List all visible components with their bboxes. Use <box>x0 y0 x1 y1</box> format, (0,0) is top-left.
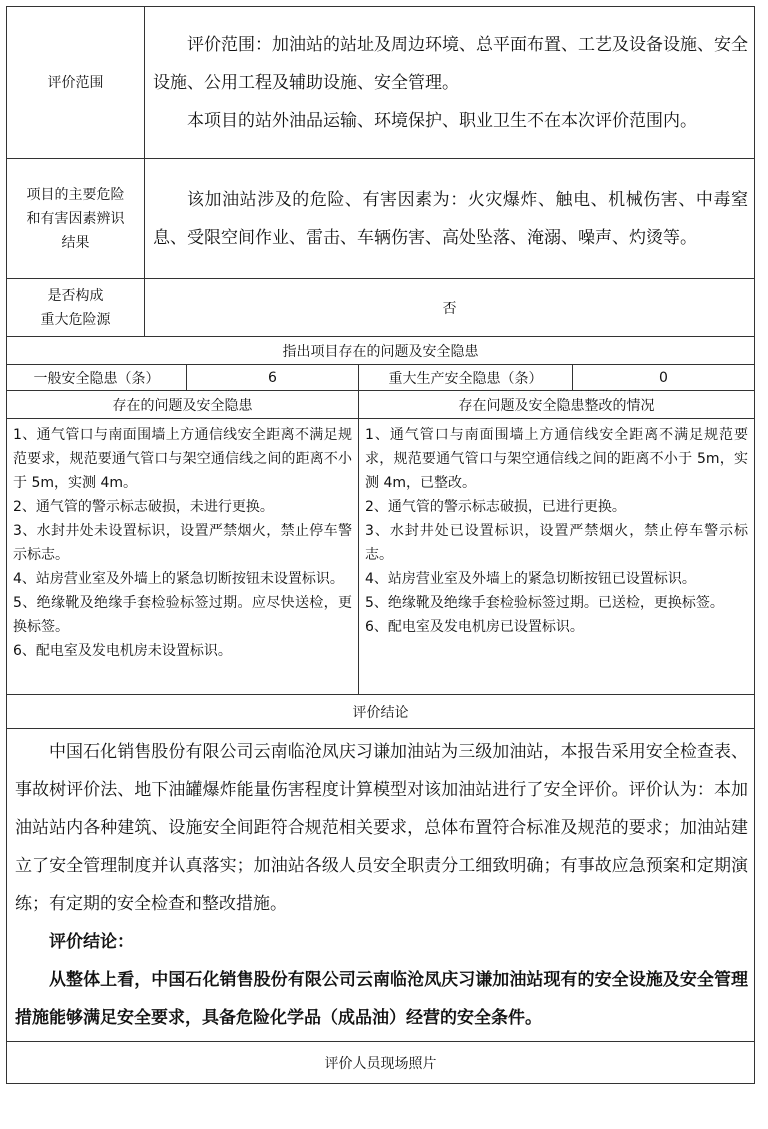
scope-row <box>7 7 755 159</box>
issues-list <box>7 419 359 695</box>
rectification-column-header: 存在问题及安全隐患整改的情况 <box>359 391 755 419</box>
issue-item: 2、通气管的警示标志破损，未进行更换。 <box>13 499 274 515</box>
major-hazard-label-line-1: 是否构成 <box>47 287 104 304</box>
issues-column-header: 存在的问题及安全隐患 <box>7 391 359 419</box>
rectification-item: 3、水封井处已设置标识，设置严禁烟火，禁止停车警示标志。 <box>365 523 748 563</box>
rectification-item: 6、配电室及发电机房已设置标识。 <box>365 619 584 635</box>
hazards-label-line-3: 结果 <box>61 234 90 251</box>
hazards-row <box>7 159 755 279</box>
major-hazard-row <box>7 279 755 337</box>
hazards-label-line-2: 和有害因素辨识 <box>26 210 125 227</box>
issues-lists-row <box>7 419 755 695</box>
issue-item: 4、站房营业室及外墙上的紧急切断按钮未设置标识。 <box>13 571 344 587</box>
issues-header: 指出项目存在的问题及安全隐患 <box>7 337 755 365</box>
hazards-label-line-1: 项目的主要危险 <box>26 186 125 203</box>
photos-header: 评价人员现场照片 <box>7 1042 755 1084</box>
major-hazard-value: 否 <box>145 279 755 337</box>
scope-label: 评价范围 <box>7 7 145 159</box>
scope-paragraph-1: 评价范围：加油站的站址及周边环境、总平面布置、工艺及设备设施、安全设施、公用工程及辅助设施、安全管理。 <box>153 34 748 93</box>
issue-item: 1、通气管口与南面围墙上方通信线安全距离不满足规范要求，规范要通气管口与架空通信线之间的距离不小于 5m，实测 4m。 <box>13 427 352 491</box>
general-hazard-count-value: 6 <box>187 365 359 391</box>
general-hazard-count-label: 一般安全隐患（条） <box>7 365 187 391</box>
photos-header-row <box>7 1042 755 1084</box>
rectification-item: 5、绝缘靴及绝缘手套检验标签过期。已送检，更换标签。 <box>365 595 724 611</box>
major-hazard-count-label: 重大生产安全隐患（条） <box>359 365 573 391</box>
hazards-label <box>7 159 145 279</box>
rectification-item: 2、通气管的警示标志破损，已进行更换。 <box>365 499 626 515</box>
conclusion-body-row <box>7 729 755 1042</box>
evaluation-summary-form <box>6 6 754 1084</box>
scope-content <box>145 7 755 159</box>
counts-row <box>7 365 755 391</box>
major-hazard-count-value: 0 <box>573 365 755 391</box>
conclusion-label: 评价结论： <box>49 932 134 952</box>
conclusion-statement: 从整体上看，中国石化销售股份有限公司云南临沧凤庆习谦加油站现有的安全设施及安全管理措施能够满足安全要求，具备危险化学品（成品油）经营的安全条件。 <box>15 970 748 1028</box>
evaluation-table <box>6 6 755 1084</box>
major-hazard-label <box>7 279 145 337</box>
issue-item: 3、水封井处未设置标识，设置严禁烟火，禁止停车警示标志。 <box>13 523 352 563</box>
rectification-item: 4、站房营业室及外墙上的紧急切断按钮已设置标识。 <box>365 571 696 587</box>
conclusion-header-row <box>7 695 755 729</box>
hazards-text: 该加油站涉及的危险、有害因素为：火灾爆炸、触电、机械伤害、中毒窒息、受限空间作业、雷击、车辆伤害、高处坠落、淹溺、噪声、灼烫等。 <box>153 189 748 248</box>
major-hazard-label-line-2: 重大危险源 <box>40 311 111 328</box>
issues-columns-row <box>7 391 755 419</box>
scope-paragraph-2: 本项目的站外油品运输、环境保护、职业卫生不在本次评价范围内。 <box>187 110 697 131</box>
issue-item: 6、配电室及发电机房未设置标识。 <box>13 643 232 659</box>
rectification-list <box>359 419 755 695</box>
issues-header-row <box>7 337 755 365</box>
rectification-item: 1、通气管口与南面围墙上方通信线安全距离不满足规范要求，规范要通气管口与架空通信线之间的距离不小于 5m，实测 4m，已整改。 <box>365 427 748 491</box>
conclusion-header: 评价结论 <box>7 695 755 729</box>
hazards-content <box>145 159 755 279</box>
issue-item: 5、绝缘靴及绝缘手套检验标签过期。应尽快送检，更换标签。 <box>13 595 352 635</box>
conclusion-content <box>7 729 755 1042</box>
conclusion-body: 中国石化销售股份有限公司云南临沧凤庆习谦加油站为三级加油站，本报告采用安全检查表、事故树评价法、地下油罐爆炸能量伤害程度计算模型对该加油站进行了安全评价。评价认为：本加油站站内各种建筑、设施安全间距符合规范相关要求，总体布置符合标准及规范的要求；加油站建立了安全管理制度并认真落实；加油站各级人员安全职责分工细致明确；有事故应急预案和定期演练；有定期的安全检查和整改措施。 <box>15 742 748 914</box>
